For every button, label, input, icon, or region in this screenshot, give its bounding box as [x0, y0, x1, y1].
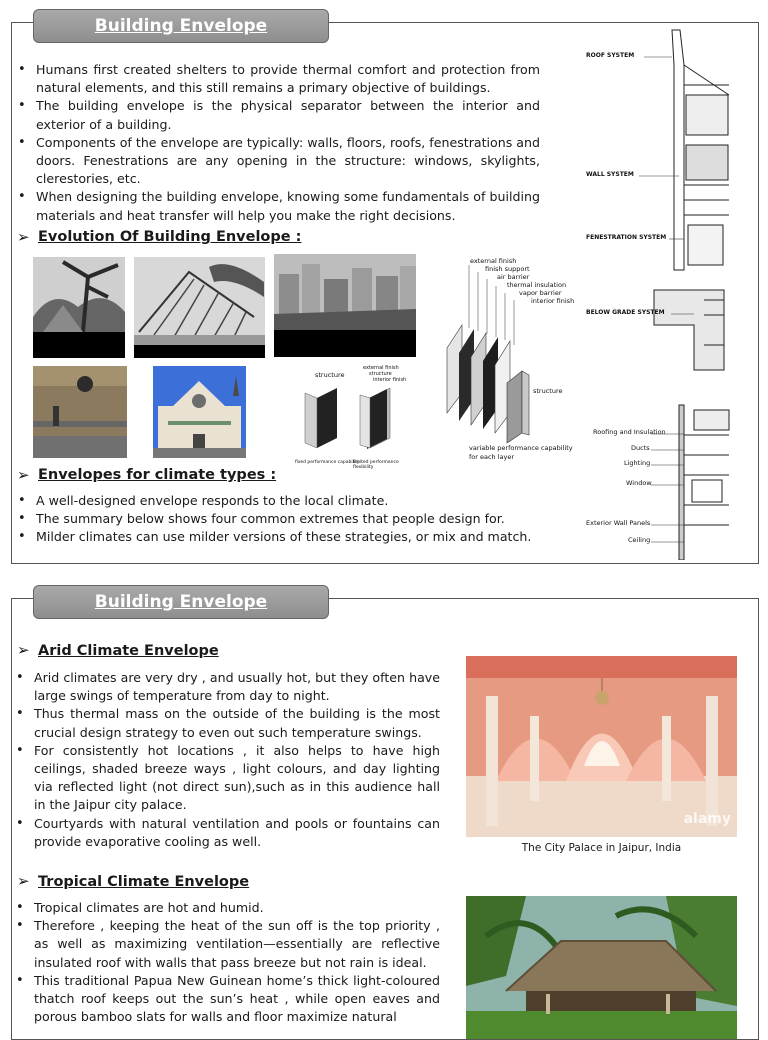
small-diagram-right-label: structure — [369, 371, 392, 377]
stone-palazzo-photo — [33, 366, 127, 458]
slide-1-title: Building Envelope — [33, 9, 329, 43]
section-label: BELOW GRADE SYSTEM — [586, 309, 665, 316]
wall-layers-small-diagram — [295, 363, 415, 473]
arrow-icon: ➢ — [17, 872, 30, 890]
bullet: • Therefore , keeping the heat of the sun off is the top priority , as well as maximizing ventilation—essentially are reflective insulated roof with walls that pass breeze but not rain is ideal. — [12, 917, 440, 972]
papua-house-photo — [466, 896, 737, 1039]
jaipur-caption: The City Palace in Jaipur, India — [521, 842, 682, 854]
small-diagram-right-label: external finish — [363, 365, 399, 371]
tropical-heading: Tropical Climate Envelope — [38, 874, 250, 890]
layer-label: structure — [533, 387, 563, 395]
climate-bullets — [14, 492, 574, 547]
layer-label: finish support — [485, 265, 530, 273]
bullet: • Humans first created shelters to provide thermal comfort and protection from natural elements, and this still remains a primary objective of buildings. — [14, 61, 540, 97]
church-facade-photo — [153, 366, 246, 458]
frame-hut-photo — [134, 257, 265, 358]
evolution-heading: Evolution Of Building Envelope : — [38, 229, 302, 245]
slide-2 — [11, 598, 759, 1040]
arrow-icon: ➢ — [17, 228, 30, 246]
bullet: • Milder climates can use milder versions of these strategies, or mix and match. — [14, 528, 574, 546]
bullet: • For consistently hot locations , it also helps to have high ceilings, shaded breeze ways , light colours, and day lighting via reflected light (not direct sun),such as in this audience hall in the Jaipur city palace. — [12, 742, 440, 815]
intro-bullets — [14, 61, 540, 225]
bullet: • Tropical climates are hot and humid. — [12, 899, 440, 917]
arrow-icon: ➢ — [17, 466, 30, 484]
layer-label: air barrier — [497, 273, 530, 281]
bullet: • Components of the envelope are typically: walls, floors, roofs, fenestrations and doors. Fenestrations are any opening in the structure: windows, skylights, clerestories, etc. — [14, 134, 540, 189]
bullet: • Thus thermal mass on the outside of the building is the most crucial design strategy to even out such temperature swings. — [12, 705, 440, 741]
slide-1 — [11, 22, 759, 564]
detail-label: Lighting — [624, 459, 651, 467]
detail-label: Roofing and Insulation — [593, 428, 666, 436]
layer-label: external finish — [470, 257, 517, 265]
building-section-drawing — [584, 25, 756, 560]
detail-label: Window — [626, 479, 652, 487]
bullet: • A well-designed envelope responds to the local climate. — [14, 492, 574, 510]
section-label: FENESTRATION SYSTEM — [586, 234, 667, 241]
tree-shelter-photo — [33, 257, 125, 358]
arid-heading: Arid Climate Envelope — [38, 643, 219, 659]
alamy-watermark: alamy — [683, 811, 731, 827]
detail-label: Ceiling — [628, 536, 651, 544]
small-diagram-right-label: interior finish — [373, 377, 407, 383]
section-label: WALL SYSTEM — [586, 171, 634, 178]
arrow-icon: ➢ — [17, 641, 30, 659]
detail-label: Exterior Wall Panels — [586, 519, 651, 527]
tropical-bullets — [12, 899, 440, 1026]
small-diagram-left-caption: fixed performance capability — [295, 460, 360, 465]
small-diagram-right-caption: limited performance flexibility — [353, 460, 399, 470]
small-diagram-left-label: structure — [315, 371, 345, 379]
bullet: • Arid climates are very dry , and usually hot, but they often have large swings of temperature from day to night. — [12, 669, 440, 705]
layer-label: thermal insulation — [507, 281, 567, 289]
bullet: • The summary below shows four common extremes that people design for. — [14, 510, 574, 528]
layer-label: interior finish — [531, 297, 575, 305]
mud-city-photo — [274, 254, 416, 357]
layer-note: variable performance capability for each layer — [469, 444, 573, 461]
climate-heading: Envelopes for climate types : — [38, 467, 277, 483]
bullet: • Courtyards with natural ventilation and pools or fountains can provide evaporative cooling as well. — [12, 815, 440, 851]
detail-label: Ducts — [631, 444, 650, 452]
wall-layers-diagram — [437, 253, 587, 468]
layer-label: vapor barrier — [519, 289, 562, 297]
arid-bullets — [12, 669, 440, 851]
bullet: • The building envelope is the physical separator between the interior and exterior of a building. — [14, 97, 540, 133]
bullet: • This traditional Papua New Guinean home’s thick light-coloured thatch roof keeps out the sun’s heat , while open eaves and porous bamboo slats for walls and floor maximize natural — [12, 972, 440, 1027]
slide-2-title: Building Envelope — [33, 585, 329, 619]
section-label: ROOF SYSTEM — [586, 52, 635, 59]
bullet: • When designing the building envelope, knowing some fundamentals of building materials and heat transfer will help you make the right decisions. — [14, 188, 540, 224]
jaipur-palace-photo — [466, 656, 737, 837]
